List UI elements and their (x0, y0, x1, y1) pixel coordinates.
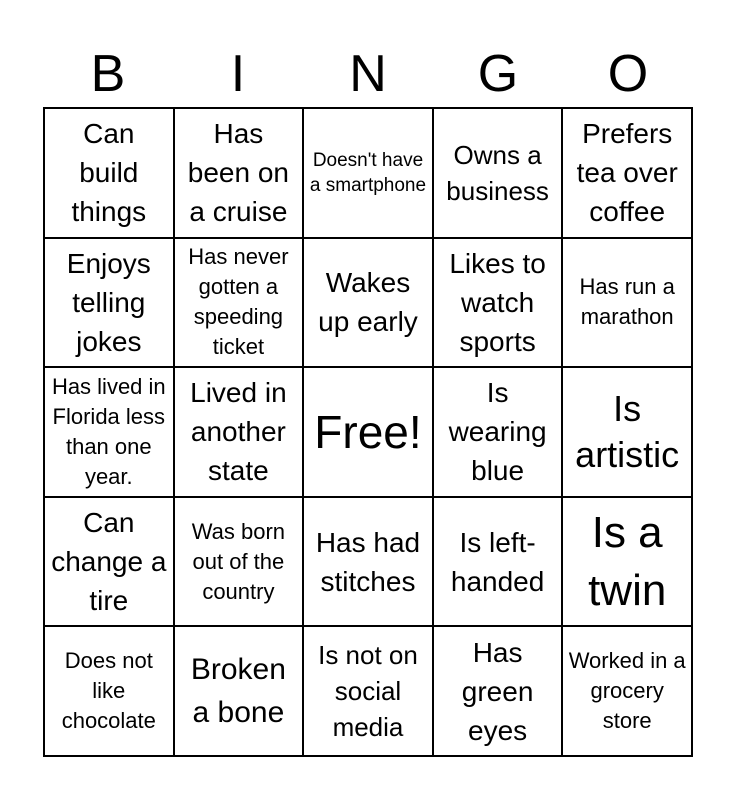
bingo-cell[interactable] (44, 238, 174, 368)
cell-text: Is wearing blue (448, 377, 547, 487)
bingo-cell[interactable] (433, 497, 563, 627)
cell-text: Enjoys telling jokes (66, 247, 151, 357)
header-letter-b: B (90, 45, 126, 103)
cell-text: Has been on a cruise (187, 118, 289, 228)
cell-text: Is artistic (575, 387, 680, 475)
bingo-cell[interactable] (562, 238, 692, 368)
header-letter-n: N (349, 45, 387, 103)
cell-text: Broken a bone (190, 653, 286, 730)
bingo-cell[interactable] (174, 238, 304, 368)
cell-text: Can build things (71, 118, 147, 228)
bingo-cell[interactable] (433, 626, 563, 756)
bingo-cell[interactable] (174, 367, 304, 497)
cell-text: Lived in another state (190, 377, 287, 487)
bingo-cell[interactable] (562, 367, 692, 497)
header-letter-g: G (477, 45, 519, 103)
bingo-cell[interactable] (174, 497, 304, 627)
cell-text: Has never gotten a speeding ticket (188, 244, 289, 360)
cell-text: Is left-handed (450, 526, 545, 597)
cell-text: Does not like chocolate (61, 648, 156, 734)
bingo-cell[interactable] (433, 238, 563, 368)
cell-text: Is not on social media (318, 640, 418, 743)
cell-text: Has green eyes (461, 636, 534, 746)
bingo-cell[interactable] (303, 497, 433, 627)
bingo-cell[interactable] (174, 626, 304, 756)
header-letter-o: O (607, 45, 649, 103)
bingo-cell[interactable] (44, 367, 174, 497)
bingo-cell[interactable] (562, 497, 692, 627)
cell-text: Was born out of the country (191, 518, 286, 604)
bingo-board (43, 107, 693, 757)
bingo-cell[interactable] (562, 626, 692, 756)
cell-text: Prefers tea over coffee (576, 118, 678, 228)
bingo-cell[interactable] (303, 108, 433, 238)
bingo-cell[interactable] (44, 626, 174, 756)
bingo-cell[interactable] (44, 108, 174, 238)
cell-text: Free! (314, 405, 422, 458)
bingo-cell[interactable] (433, 108, 563, 238)
cell-text: Wakes up early (318, 267, 418, 338)
free-space[interactable] (303, 367, 433, 497)
bingo-cell[interactable] (303, 626, 433, 756)
cell-text: Can change a tire (51, 507, 167, 617)
header-letter-i: I (230, 45, 246, 103)
bingo-cell[interactable] (303, 238, 433, 368)
bingo-header (43, 44, 693, 104)
cell-text: Likes to watch sports (449, 247, 546, 357)
cell-text: Has had stitches (315, 526, 421, 597)
bingo-cell[interactable] (44, 497, 174, 627)
cell-text: Is a twin (588, 507, 667, 615)
cell-text: Worked in a grocery store (568, 648, 686, 734)
bingo-cell[interactable] (433, 367, 563, 497)
bingo-cell[interactable] (174, 108, 304, 238)
cell-text: Doesn't have a smartphone (309, 149, 427, 196)
cell-text: Has run a marathon (579, 274, 675, 330)
cell-text: Has lived in Florida less than one year. (51, 374, 166, 489)
cell-text: Owns a business (446, 139, 549, 206)
bingo-cell[interactable] (562, 108, 692, 238)
